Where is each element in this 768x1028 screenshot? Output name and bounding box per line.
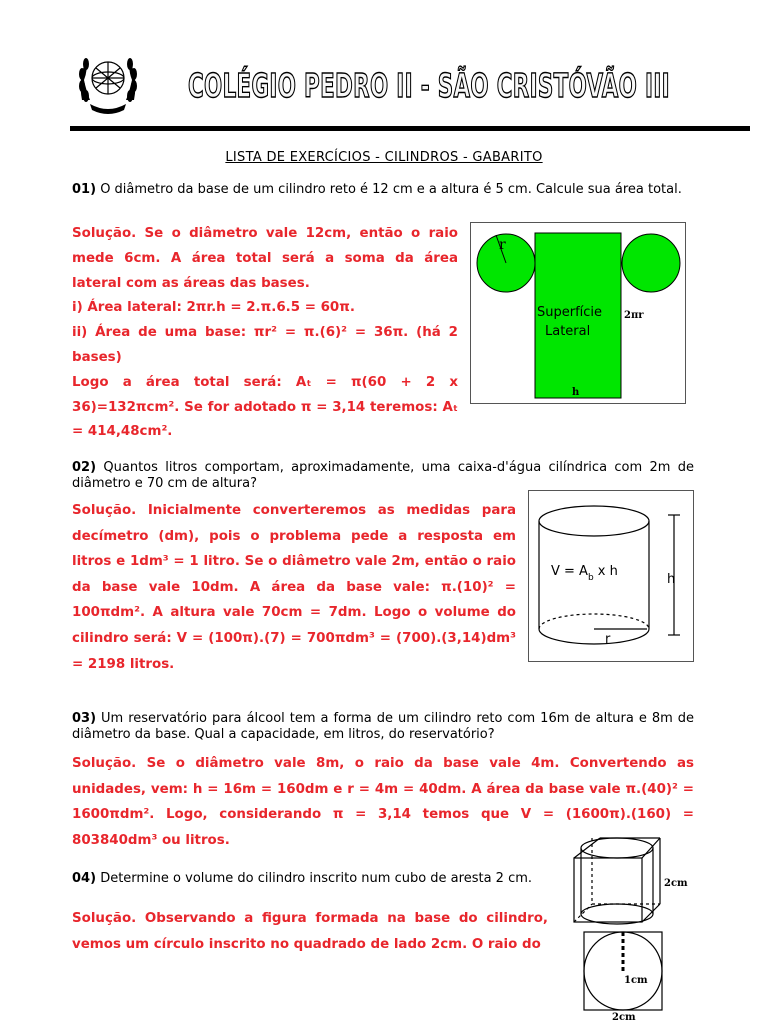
question-text: Determine o volume do cilindro inscrito num cubo de aresta 2 cm. [100, 871, 533, 886]
solution-4: Solução. Observando a figura formada na base do cilindro, vemos um círculo inscrito no quadrado de lado 2cm. O raio do [72, 911, 548, 952]
cylinder-diagram [529, 491, 693, 661]
edge-label: 2cm [664, 878, 688, 889]
solution-line: ii) Área de uma base: πr² = π.(6)² = 36π. (há 2 bases) [72, 325, 458, 365]
question-number: 01) [72, 182, 97, 197]
question-number: 04) [72, 871, 97, 886]
question-4 [72, 871, 550, 887]
volume-formula: $V = A_b$ x h [551, 564, 618, 583]
cylinder-net-diagram [471, 223, 685, 403]
side-label: 2cm [612, 1012, 636, 1023]
question-number: 03) [72, 711, 97, 726]
lateral-label: Lateral [545, 324, 591, 339]
question-2 [72, 460, 694, 492]
circumference-label: 2πr [624, 310, 644, 321]
school-name: COLÉGIO PEDRO II - SÃO CRISTÓVÃO III [188, 66, 670, 105]
question-text: Quantos litros comportam, aproximadamente, uma caixa-d'água cilíndrica com 2m de diâmetro e 70 cm de altura? [72, 460, 694, 491]
solution-2: Solução. Inicialmente converteremos as medidas para decímetro (dm), pois o problema pede a resposta em litros e 1dm³ = 1 litro. Se o diâmetro vale 2m, então o raio da base vale 10dm. A área da base vale: π.(10)² = 100πdm². A altura vale 70cm = 7dm. Logo o volume do cilindro será: V = (100π).(7) = 700πdm³ = (700).(3,14)dm³ = 2198 litros. [72, 503, 516, 672]
height-label: h [572, 387, 580, 398]
figure-cube-cylinder [560, 828, 710, 1024]
question-3 [72, 711, 694, 743]
radius-label: r [499, 237, 506, 253]
question-text: O diâmetro da base de um cilindro reto é 12 cm e a altura é 5 cm. Calcule sua área total. [100, 182, 682, 197]
height-label: h [667, 572, 676, 587]
figure-cylinder-volume [528, 490, 694, 662]
figure-cylinder-net [470, 222, 686, 404]
solution-line: i) Área lateral: 2πr.h = 2.π.6.5 = 60π. [72, 300, 355, 316]
question-number: 02) [72, 460, 97, 475]
surface-label: Superfície [537, 305, 603, 320]
header-rule [70, 126, 750, 131]
page-title: LISTA DE EXERCÍCIOS - CILINDROS - GABARITO [225, 150, 543, 165]
radius-label: r [605, 632, 611, 647]
cube-cylinder-diagram [560, 828, 710, 1024]
solution-line: Solução. Se o diâmetro vale 12cm, então o raio mede 6cm. A área total será a soma da área lateral com as áreas das bases. [72, 226, 458, 291]
question-text: Um reservatório para álcool tem a forma de um cilindro reto com 16m de altura e 8m de diâmetro da base. Qual a capacidade, em litros, do reservatório? [72, 711, 694, 742]
radius-label: 1cm [624, 975, 648, 986]
solution-3: Solução. Se o diâmetro vale 8m, o raio da base vale 4m. Convertendo as unidades, vem: h = 16m = 160dm e r = 4m = 40dm. A área da base vale π.(40)² = 1600πdm². Logo, considerando π = 3,14 temos que V = (1600π).(160) = 803840dm³ ou litros. [72, 756, 694, 848]
question-1 [72, 182, 694, 198]
solution-1 [72, 222, 458, 445]
school-logo-icon [68, 40, 148, 120]
solution-line: Logo a área total será: Aₜ = π(60 + 2 x 36)=132πcm². Se for adotado π = 3,14 teremos: Aₜ = 414,48cm². [72, 374, 458, 440]
